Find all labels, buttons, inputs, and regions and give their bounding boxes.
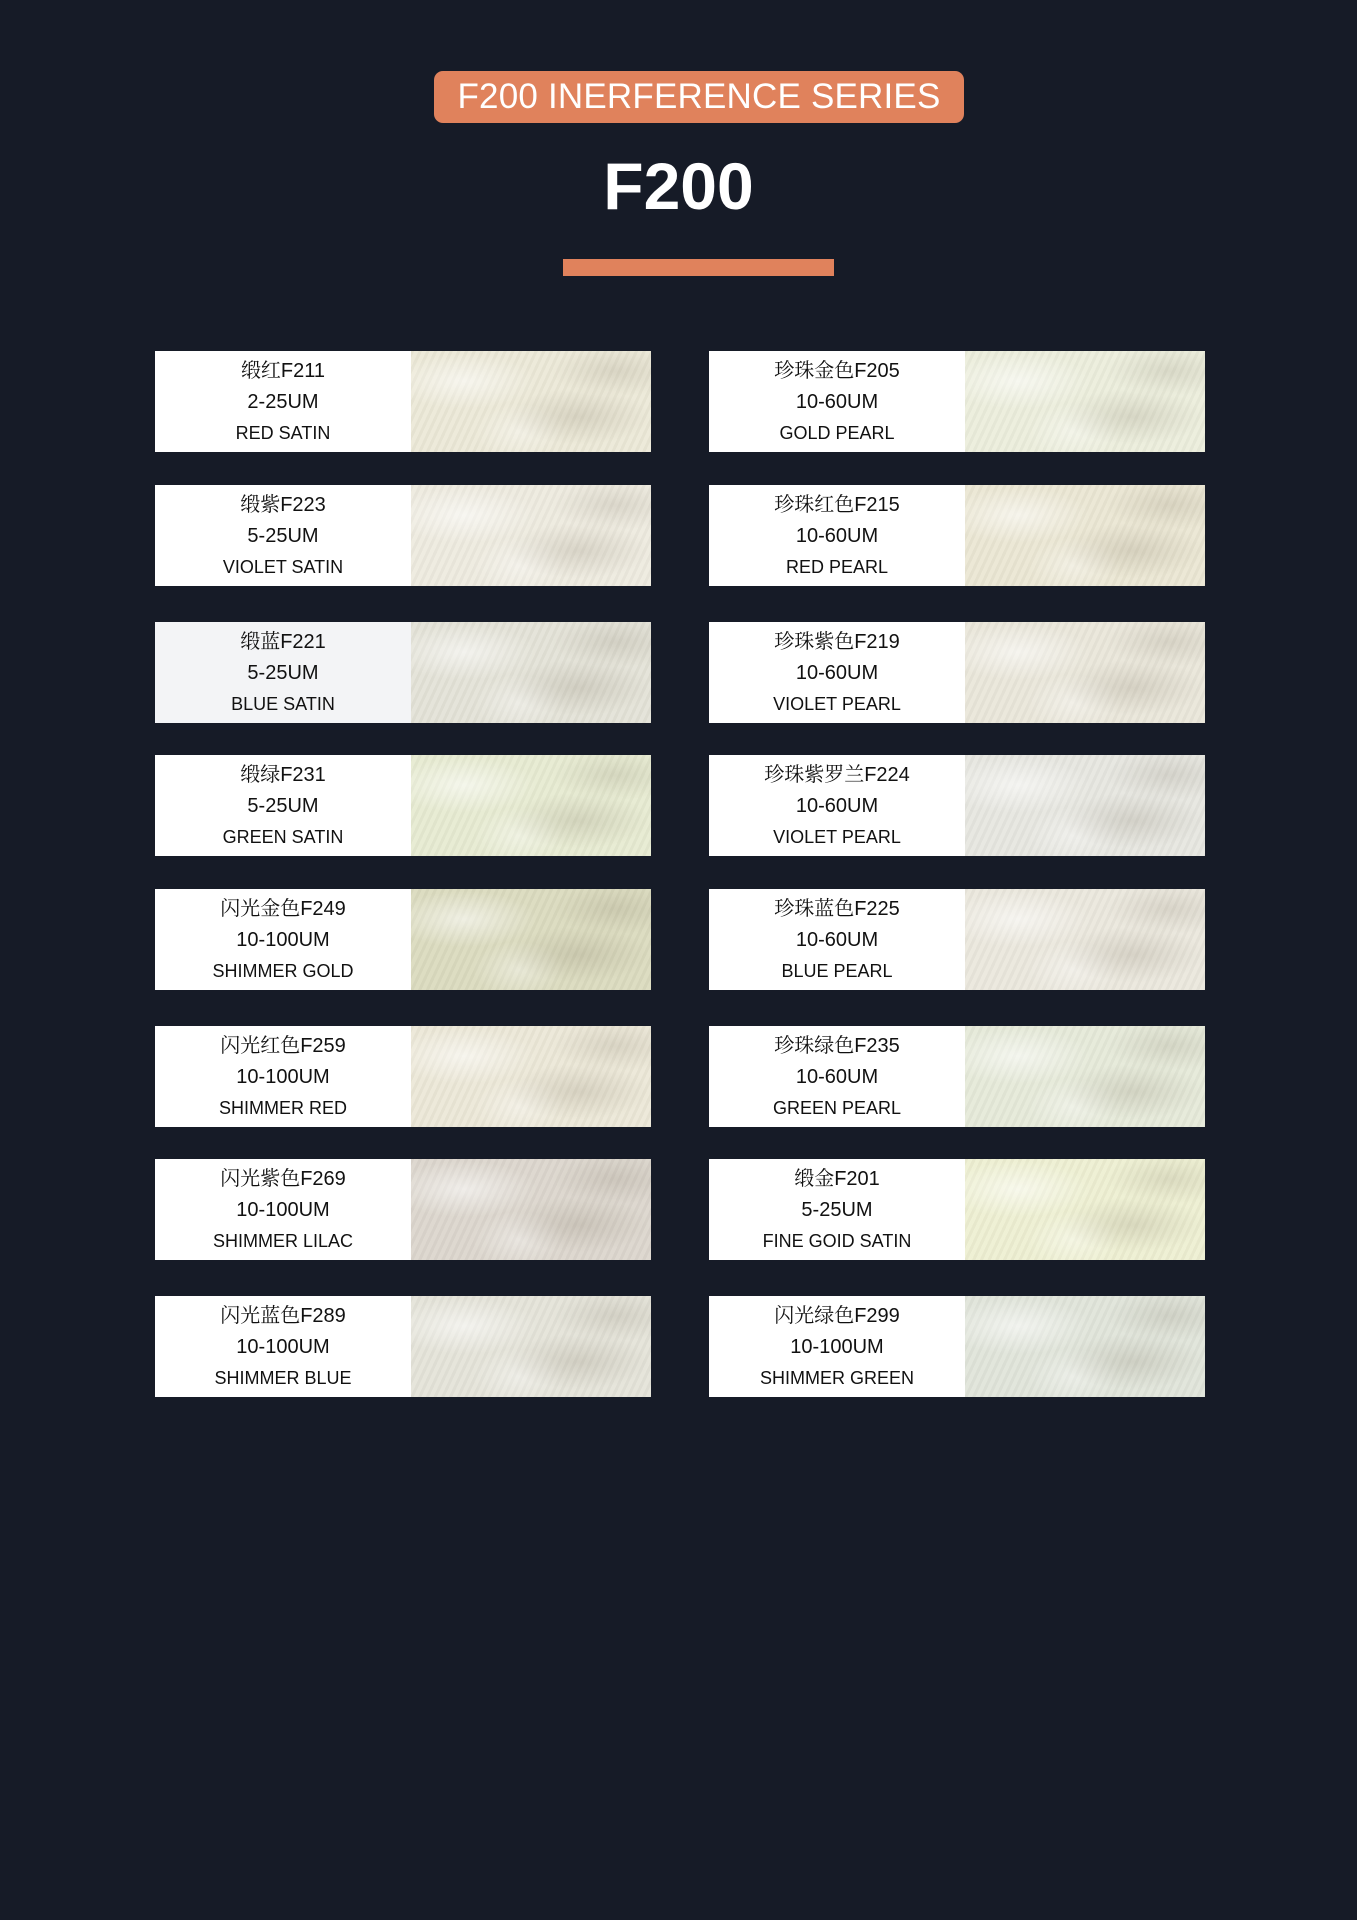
product-label-panel <box>709 1159 965 1260</box>
product-code: 珍珠绿色F235 <box>774 1034 900 1057</box>
product-code: 缎蓝F221 <box>240 630 326 653</box>
product-label-panel <box>155 485 411 586</box>
product-code: 闪光绿色F299 <box>774 1304 900 1327</box>
product-label-panel <box>155 1026 411 1127</box>
powder-swatch-image <box>965 755 1205 856</box>
product-code: 闪光红色F259 <box>220 1034 346 1057</box>
product-label-panel <box>155 755 411 856</box>
product-size: 2-25UM <box>247 390 319 413</box>
product-label-panel <box>709 889 965 990</box>
powder-swatch-image <box>411 889 651 990</box>
product-name: SHIMMER LILAC <box>212 1230 354 1251</box>
powder-swatch-image <box>411 351 651 452</box>
powder-swatch-image <box>965 351 1205 452</box>
product-card <box>155 622 651 723</box>
product-code: 缎紫F223 <box>240 493 326 516</box>
product-label-panel <box>709 755 965 856</box>
product-code: 珍珠紫罗兰F224 <box>764 763 910 786</box>
product-name: GOLD PEARL <box>779 422 895 443</box>
product-name: BLUE PEARL <box>781 960 893 981</box>
series-badge: F200 INERFERENCE SERIES <box>434 71 964 123</box>
powder-swatch-image <box>965 1296 1205 1397</box>
product-card <box>155 889 651 990</box>
product-size: 10-100UM <box>236 1335 330 1358</box>
powder-swatch-image <box>965 889 1205 990</box>
product-code: 缎红F211 <box>240 359 326 382</box>
product-size: 10-100UM <box>236 1198 330 1221</box>
product-name: VIOLET SATIN <box>222 556 344 577</box>
product-size: 5-25UM <box>247 524 319 547</box>
product-name: VIOLET PEARL <box>773 826 901 847</box>
product-size: 10-60UM <box>795 390 879 413</box>
product-size: 10-60UM <box>795 524 879 547</box>
product-name: SHIMMER GREEN <box>759 1367 914 1388</box>
product-code: 缎金F201 <box>794 1167 880 1190</box>
product-label-panel <box>155 622 411 723</box>
product-size: 10-100UM <box>236 1065 330 1088</box>
product-size: 10-60UM <box>795 661 879 684</box>
product-name: FINE GOID SATIN <box>762 1230 912 1251</box>
product-size: 5-25UM <box>247 794 319 817</box>
product-card <box>709 351 1205 452</box>
product-size: 5-25UM <box>247 661 319 684</box>
product-size: 10-100UM <box>236 928 330 951</box>
product-size: 10-60UM <box>795 928 879 951</box>
product-card <box>155 351 651 452</box>
product-code: 珍珠蓝色F225 <box>774 897 900 920</box>
powder-swatch-image <box>411 1026 651 1127</box>
product-size: 10-60UM <box>795 794 879 817</box>
product-label-panel <box>155 1159 411 1260</box>
product-name: GREEN PEARL <box>772 1097 902 1118</box>
product-name: RED SATIN <box>235 422 331 443</box>
product-card <box>709 889 1205 990</box>
product-size: 10-100UM <box>790 1335 884 1358</box>
powder-swatch-image <box>411 1159 651 1260</box>
powder-swatch-image <box>965 1026 1205 1127</box>
product-card <box>709 622 1205 723</box>
product-label-panel <box>709 622 965 723</box>
product-name: BLUE SATIN <box>231 693 335 714</box>
product-name: SHIMMER GOLD <box>212 960 354 981</box>
powder-swatch-image <box>965 1159 1205 1260</box>
product-card <box>709 485 1205 586</box>
powder-swatch-image <box>411 755 651 856</box>
powder-swatch-image <box>965 485 1205 586</box>
product-label-panel <box>709 485 965 586</box>
product-card <box>709 1159 1205 1260</box>
product-label-panel <box>709 1026 965 1127</box>
product-card <box>155 1159 651 1260</box>
product-label-panel <box>709 351 965 452</box>
product-card <box>155 485 651 586</box>
product-code: 珍珠金色F205 <box>774 359 900 382</box>
product-label-panel <box>155 889 411 990</box>
product-name: SHIMMER BLUE <box>214 1367 352 1388</box>
product-code: 闪光蓝色F289 <box>220 1304 346 1327</box>
product-name: RED PEARL <box>785 556 889 577</box>
product-card <box>155 755 651 856</box>
product-card <box>709 1026 1205 1127</box>
product-code: 闪光紫色F269 <box>220 1167 346 1190</box>
product-code: 珍珠红色F215 <box>774 493 900 516</box>
product-card <box>155 1026 651 1127</box>
product-card <box>709 755 1205 856</box>
product-label-panel <box>155 351 411 452</box>
product-code: 珍珠紫色F219 <box>774 630 900 653</box>
product-name: VIOLET PEARL <box>773 693 901 714</box>
product-label-panel <box>709 1296 965 1397</box>
product-code: 缎绿F231 <box>240 763 326 786</box>
product-card <box>155 1296 651 1397</box>
product-code: 闪光金色F249 <box>220 897 346 920</box>
product-name: GREEN SATIN <box>222 826 344 847</box>
product-size: 10-60UM <box>795 1065 879 1088</box>
powder-swatch-image <box>965 622 1205 723</box>
page-title: F200 <box>603 149 754 223</box>
product-size: 5-25UM <box>801 1198 873 1221</box>
title-underline <box>563 259 834 276</box>
product-name: SHIMMER RED <box>218 1097 347 1118</box>
powder-swatch-image <box>411 485 651 586</box>
powder-swatch-image <box>411 622 651 723</box>
product-label-panel <box>155 1296 411 1397</box>
powder-swatch-image <box>411 1296 651 1397</box>
product-card <box>709 1296 1205 1397</box>
